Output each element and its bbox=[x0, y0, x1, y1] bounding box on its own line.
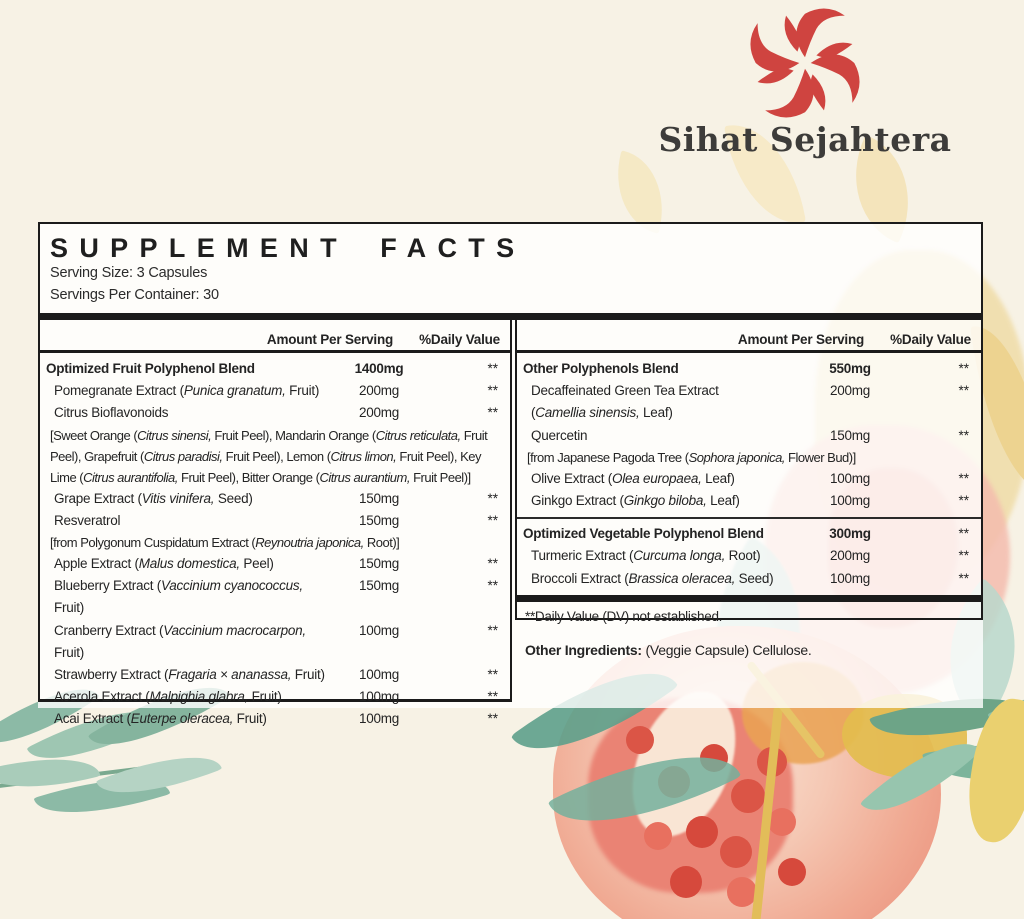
amount-value: 200mg bbox=[358, 383, 400, 399]
source-note-row: [from Japanese Pagoda Tree (Sophora japonica, Flower Bud)] bbox=[527, 449, 856, 465]
ingredient-name: Acerola Extract (Malpighia glabra, Fruit) bbox=[54, 689, 282, 705]
daily-value-mark: ** bbox=[958, 548, 969, 564]
ingredient-name: Other Polyphenols Blend bbox=[523, 361, 679, 376]
supplement-facts-panel bbox=[38, 222, 983, 727]
ingredient-row bbox=[40, 553, 510, 575]
daily-value-header: %Daily Value bbox=[890, 332, 971, 347]
thin-divider bbox=[517, 517, 981, 519]
source-note-row: [Sweet Orange (Citrus sinensi, Fruit Peel), Mandarin Orange (Citrus reticulata, Fruit Peel), Grapefruit (Citrus paradisi, Fruit Peel), Lemon (Citrus limon, Fruit Peel), Key Lime (Citrus aurantifolia, Fruit Peel), Bitter Orange (Citrus aurantium, Fruit Peel)] bbox=[50, 427, 488, 485]
ingredient-name: Quercetin bbox=[531, 427, 588, 443]
brand-name: Sihat Sejahtera bbox=[658, 120, 952, 159]
amount-value: 100mg bbox=[358, 667, 400, 683]
other-ingredients-label: Other Ingredients: bbox=[525, 642, 642, 658]
ingredient-row bbox=[517, 545, 981, 567]
amount-value: 100mg bbox=[829, 470, 871, 486]
daily-value-mark: ** bbox=[958, 427, 969, 443]
pinwheel-flower-icon bbox=[745, 8, 865, 118]
ingredient-name: Cranberry Extract (Vaccinium macrocarpon, Fruit) bbox=[54, 622, 306, 660]
amount-value: 200mg bbox=[829, 383, 871, 399]
watercolor-pomegranate-seeds bbox=[626, 726, 654, 754]
amount-value: 150mg bbox=[358, 512, 400, 528]
other-ingredients bbox=[515, 626, 983, 658]
ingredient-row bbox=[40, 620, 510, 664]
daily-value-mark: ** bbox=[958, 493, 969, 509]
ingredient-name: Acai Extract (Euterpe oleracea, Fruit) bbox=[54, 711, 267, 727]
daily-value-mark: ** bbox=[487, 711, 498, 727]
amount-value: 1400mg bbox=[354, 361, 404, 376]
other-blends-column bbox=[515, 320, 983, 624]
ingredient-rows bbox=[40, 353, 510, 731]
amount-value: 200mg bbox=[358, 405, 400, 421]
daily-value-mark: ** bbox=[487, 490, 498, 506]
amount-per-serving-header: Amount Per Serving bbox=[266, 332, 394, 347]
ingredient-row bbox=[40, 488, 510, 510]
ingredient-name: Blueberry Extract (Vaccinium cyanococcus, Fruit) bbox=[54, 578, 303, 616]
daily-value-mark: ** bbox=[487, 622, 498, 638]
daily-value-mark: ** bbox=[487, 405, 498, 421]
ingredient-row bbox=[517, 568, 981, 590]
ingredient-row bbox=[40, 686, 510, 708]
ingredient-name: Broccoli Extract (Brassica oleracea, Seed) bbox=[531, 570, 774, 586]
amount-value: 300mg bbox=[829, 526, 871, 542]
daily-value-mark: ** bbox=[958, 470, 969, 486]
daily-value-header: %Daily Value bbox=[419, 332, 500, 347]
daily-value-mark: ** bbox=[487, 556, 498, 572]
daily-value-mark: ** bbox=[487, 361, 498, 376]
daily-value-mark: ** bbox=[487, 383, 498, 399]
amount-value: 150mg bbox=[358, 556, 400, 572]
facts-title: SUPPLEMENT FACTS bbox=[50, 233, 526, 263]
brand-block bbox=[640, 0, 970, 159]
amount-value: 100mg bbox=[358, 622, 400, 638]
amount-value: 100mg bbox=[358, 689, 400, 705]
servings-per-container: Servings Per Container: 30 bbox=[50, 286, 219, 303]
blend-row bbox=[517, 523, 981, 545]
amount-value: 100mg bbox=[358, 711, 400, 727]
ingredient-name: Grape Extract (Vitis vinifera, Seed) bbox=[54, 490, 253, 506]
amount-value: 550mg bbox=[829, 361, 871, 376]
fruit-blend-column bbox=[38, 320, 512, 727]
daily-value-mark: ** bbox=[487, 578, 498, 594]
ingredient-name: Apple Extract (Malus domestica, Peel) bbox=[54, 556, 274, 572]
ingredient-name: Turmeric Extract (Curcuma longa, Root) bbox=[531, 548, 761, 564]
amount-value: 100mg bbox=[829, 493, 871, 509]
column-header bbox=[40, 320, 510, 353]
amount-value: 200mg bbox=[829, 548, 871, 564]
footnote-row: **Daily Value (DV) not established. bbox=[525, 608, 723, 624]
ingredient-rows bbox=[517, 353, 981, 627]
ingredient-row bbox=[40, 402, 510, 424]
thick-divider-bar bbox=[517, 595, 981, 602]
ingredient-row bbox=[517, 380, 981, 402]
ingredient-row bbox=[40, 380, 510, 402]
ingredient-name: Resveratrol bbox=[54, 512, 121, 528]
daily-value-mark: ** bbox=[958, 570, 969, 586]
ingredient-row bbox=[517, 490, 981, 512]
ingredient-name: Optimized Vegetable Polyphenol Blend bbox=[523, 526, 764, 542]
ingredient-row bbox=[517, 425, 981, 447]
amount-value: 150mg bbox=[829, 427, 871, 443]
ingredient-row bbox=[40, 708, 510, 730]
daily-value-mark: ** bbox=[958, 526, 969, 542]
other-ingredients-value: (Veggie Capsule) Cellulose. bbox=[641, 642, 812, 658]
ingredient-name: Citrus Bioflavonoids bbox=[54, 405, 169, 421]
serving-size: Serving Size: 3 Capsules bbox=[50, 265, 208, 281]
source-note-row: [from Polygonum Cuspidatum Extract (Reynoutria japonica, Root)] bbox=[50, 535, 400, 551]
column-header bbox=[517, 320, 981, 353]
daily-value-mark: ** bbox=[958, 383, 969, 399]
daily-value-mark: ** bbox=[487, 512, 498, 528]
ingredient-name: Optimized Fruit Polyphenol Blend bbox=[46, 361, 255, 376]
ingredient-row bbox=[517, 468, 981, 490]
daily-value-mark: ** bbox=[487, 689, 498, 705]
ingredient-row bbox=[40, 575, 510, 619]
ingredient-name: Olive Extract (Olea europaea, Leaf) bbox=[531, 470, 735, 486]
amount-value: 100mg bbox=[829, 570, 871, 586]
ingredient-name: Pomegranate Extract (Punica granatum, Fruit) bbox=[54, 383, 320, 399]
blend-row bbox=[517, 358, 981, 380]
ingredient-row bbox=[40, 664, 510, 686]
blend-row bbox=[40, 358, 510, 380]
ingredient-row bbox=[40, 510, 510, 532]
daily-value-mark: ** bbox=[487, 667, 498, 683]
ingredient-name: Decaffeinated Green Tea Extract bbox=[531, 383, 719, 399]
amount-per-serving-header: Amount Per Serving bbox=[737, 332, 865, 347]
amount-value: 150mg bbox=[358, 578, 400, 594]
source-note-row: (Camellia sinensis, Leaf) bbox=[531, 405, 673, 421]
ingredient-name: Ginkgo Extract (Ginkgo biloba, Leaf) bbox=[531, 493, 740, 509]
thick-divider-bar bbox=[38, 313, 983, 320]
facts-header bbox=[38, 222, 983, 313]
daily-value-mark: ** bbox=[958, 361, 969, 376]
ingredient-name: Strawberry Extract (Fragaria × ananassa, Fruit) bbox=[54, 667, 325, 683]
amount-value: 150mg bbox=[358, 490, 400, 506]
